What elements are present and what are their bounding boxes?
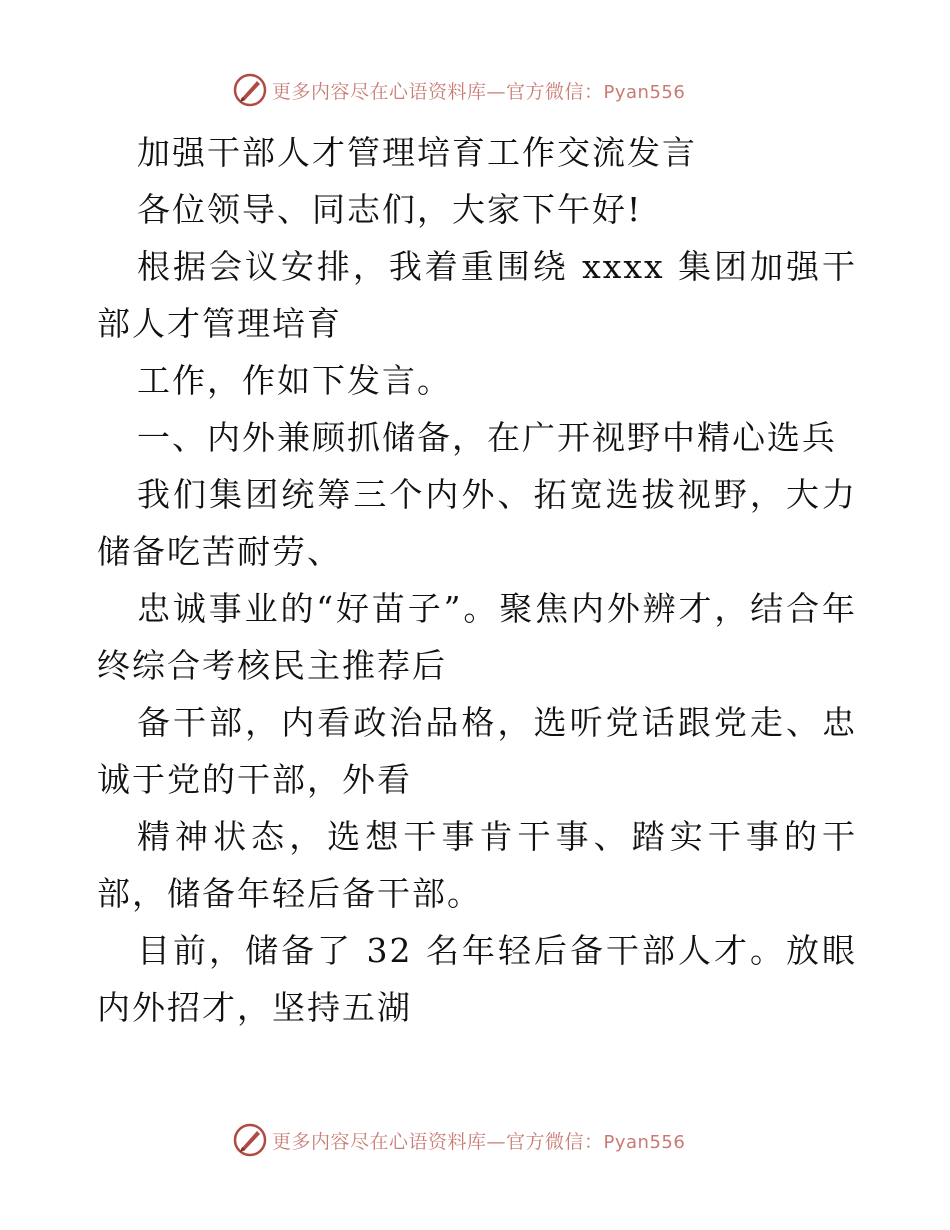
- footer-watermark: [232, 1120, 752, 1160]
- pen-logo-icon: [232, 1122, 268, 1158]
- paragraph: 备干部，内看政治品格，选听党话跟党走、忠诚于党的干部，外看: [97, 703, 857, 799]
- document-body: [97, 124, 857, 1036]
- greeting: 各位领导、同志们，大家下午好!: [137, 190, 643, 229]
- section-heading: 一、内外兼顾抓储备，在广开视野中精心选兵: [137, 418, 837, 457]
- document-title: 加强干部人才管理培育工作交流发言: [137, 133, 697, 172]
- watermark-text: 更多内容尽在心语资料库—官方微信：Pyan556: [272, 80, 686, 103]
- paragraph: 我们集团统筹三个内外、拓宽选拔视野，大力储备吃苦耐劳、: [97, 475, 857, 571]
- paragraph: 工作，作如下发言。: [137, 361, 452, 400]
- paragraph: 根据会议安排，我着重围绕 xxxx 集团加强干部人才管理培育: [97, 247, 857, 343]
- watermark-text: 更多内容尽在心语资料库—官方微信：Pyan556: [272, 1130, 686, 1153]
- paragraph: 精神状态，选想干事肯干事、踏实干事的干部，储备年轻后备干部。: [97, 817, 857, 913]
- paragraph: 目前，储备了 32 名年轻后备干部人才。放眼内外招才，坚持五湖: [97, 931, 857, 1027]
- pen-logo-icon: [232, 72, 268, 108]
- header-watermark: [232, 70, 752, 110]
- paragraph: 忠诚事业的“好苗子”。聚焦内外辨才，结合年终综合考核民主推荐后: [97, 589, 857, 685]
